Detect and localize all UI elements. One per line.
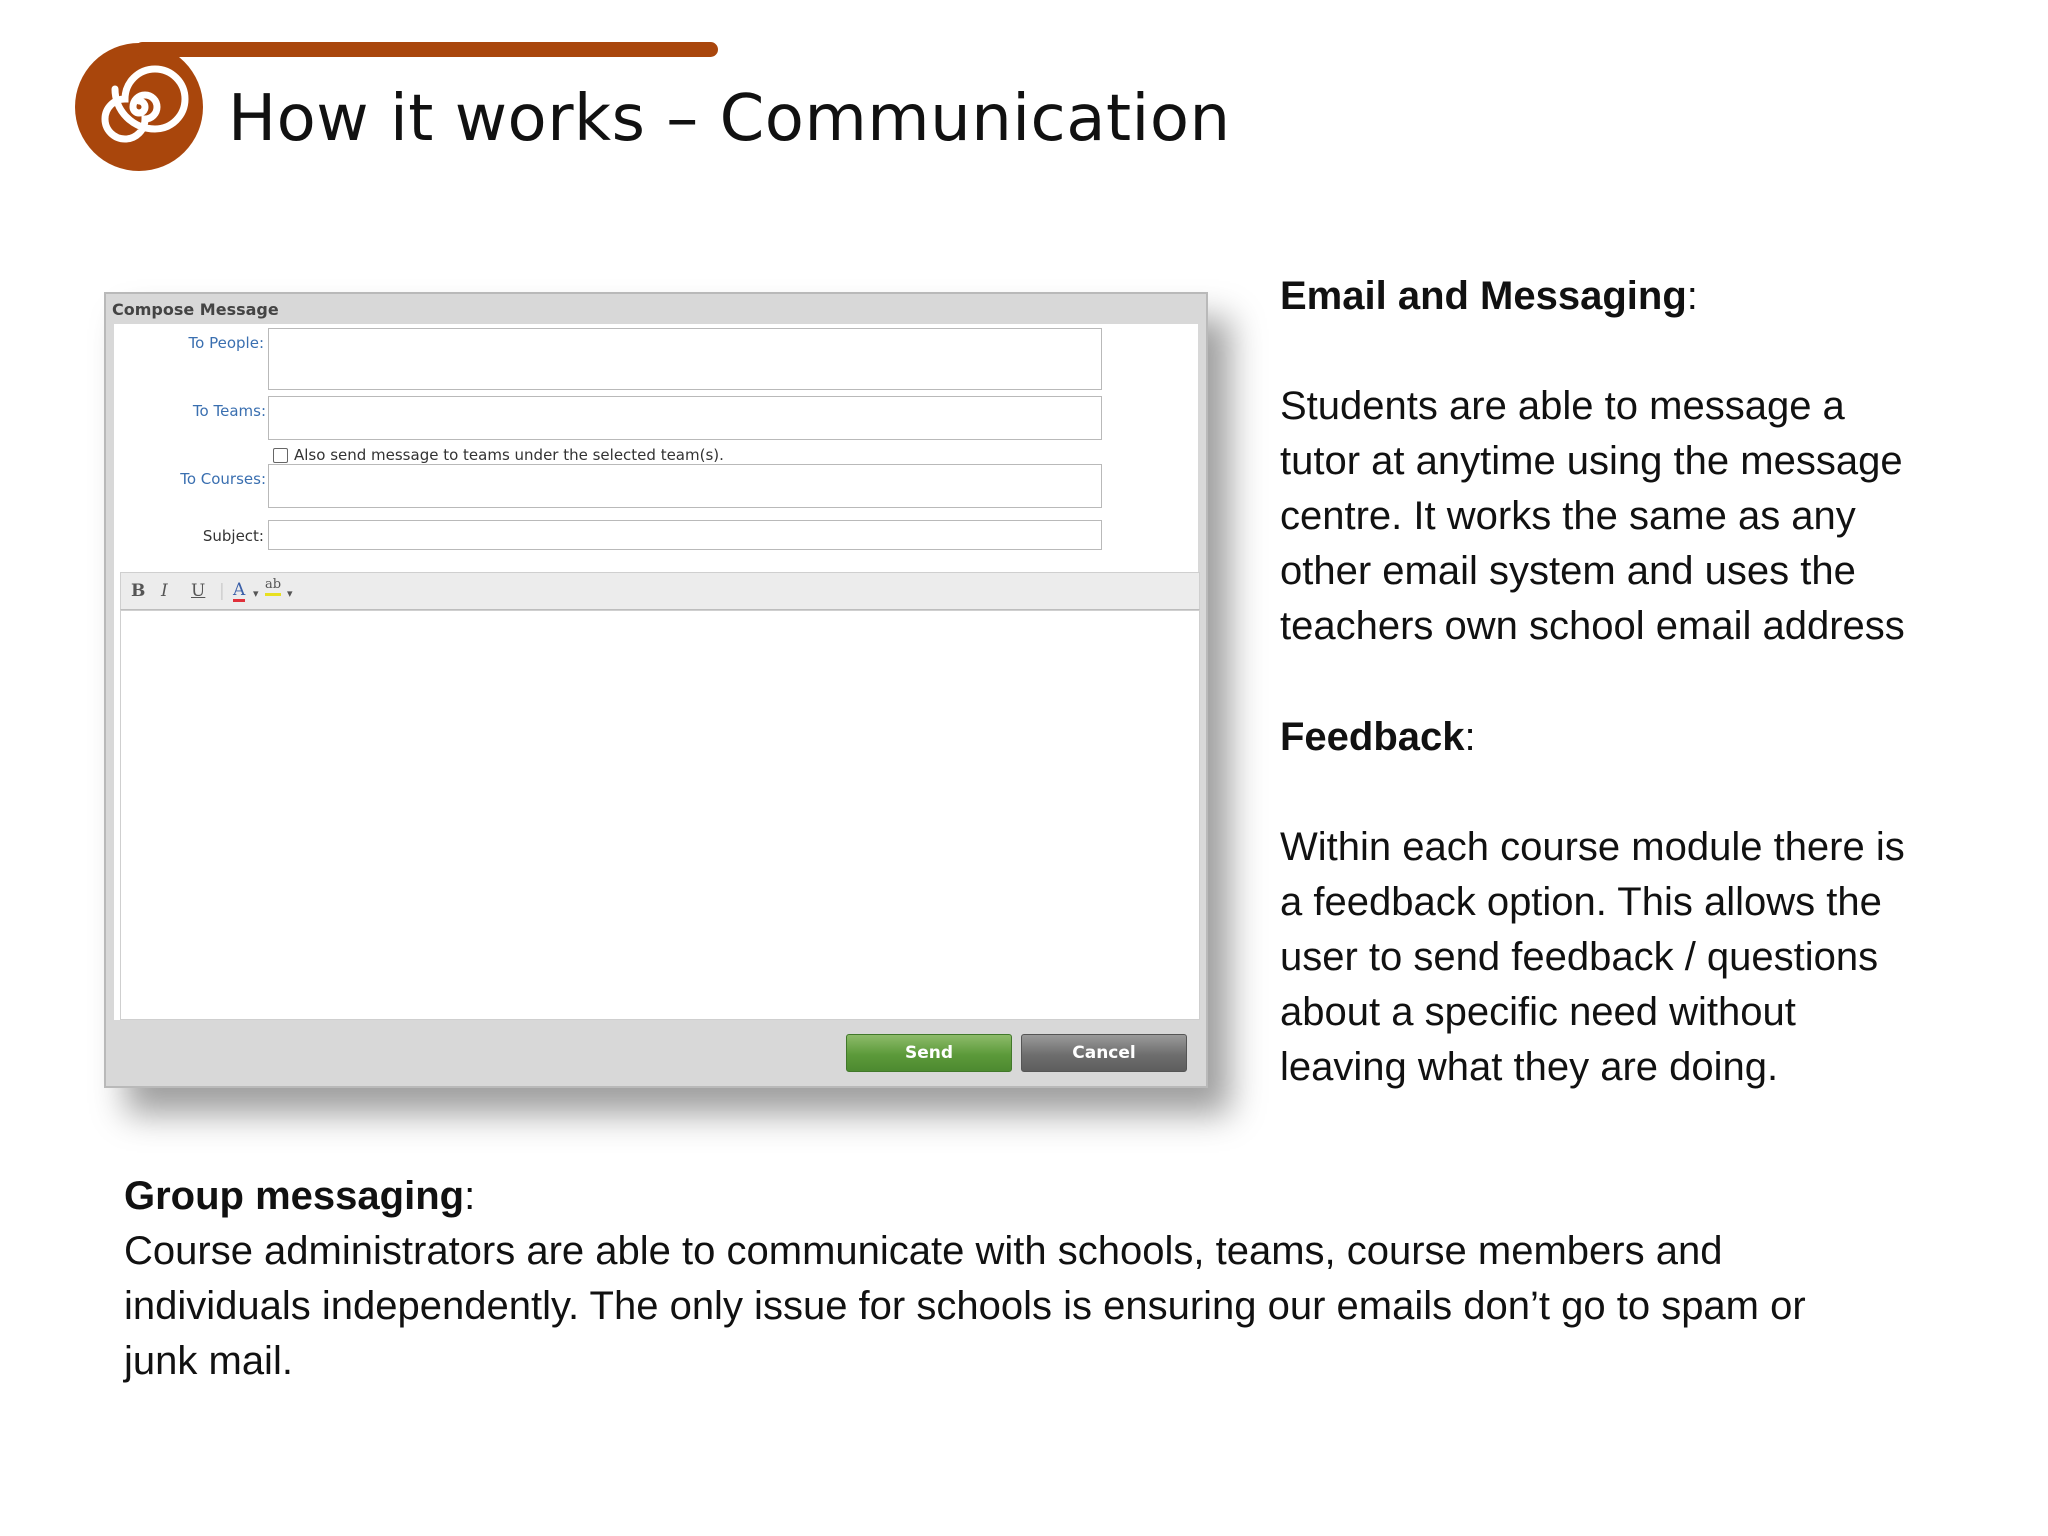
- group-heading: Group messaging:: [124, 1174, 476, 1218]
- compose-message-dialog: [104, 292, 1208, 1088]
- also-send-label: Also send message to teams under the selected team(s).: [294, 446, 724, 464]
- feedback-paragraph: Within each course module there is a feedback option. This allows the user to send feedback / questions about a specific need without leaving what they are doing.: [1280, 825, 1905, 1089]
- italic-button[interactable]: I: [161, 581, 168, 601]
- right-text-column: [1280, 268, 1980, 1095]
- to-people-label: To People:: [188, 334, 264, 352]
- underline-button[interactable]: U: [191, 581, 206, 601]
- group-paragraph: Course administrators are able to communicate with schools, teams, course members and individuals independently. The only issue for schools is ensuring our emails don’t go to spam or junk mail.: [124, 1229, 1806, 1383]
- editor-toolbar: [120, 572, 1200, 610]
- subject-label: Subject:: [202, 527, 264, 545]
- also-send-checkbox[interactable]: [273, 448, 288, 463]
- highlight-dropdown-icon[interactable]: ▾: [287, 587, 293, 600]
- message-body-editor[interactable]: [120, 610, 1200, 1020]
- font-color-dropdown-icon[interactable]: ▾: [253, 587, 259, 600]
- email-heading: Email and Messaging:: [1280, 274, 1698, 318]
- to-courses-label: To Courses:: [180, 470, 266, 488]
- highlight-button[interactable]: ab: [265, 577, 281, 596]
- spiral-logo-icon: [72, 40, 206, 174]
- toolbar-divider: |: [219, 581, 225, 601]
- title-accent-bar: [135, 42, 718, 57]
- page-title: How it works – Communication: [228, 82, 1231, 156]
- cancel-button[interactable]: Cancel: [1021, 1034, 1187, 1072]
- to-courses-input[interactable]: [268, 464, 1102, 508]
- dialog-title: Compose Message: [112, 300, 279, 319]
- compose-form: [114, 324, 1198, 1080]
- font-color-button[interactable]: A: [233, 580, 246, 600]
- feedback-heading: Feedback:: [1280, 715, 1476, 759]
- to-teams-label: To Teams:: [192, 402, 266, 420]
- to-people-input[interactable]: [268, 328, 1102, 390]
- bold-button[interactable]: B: [131, 581, 146, 601]
- group-messaging-section: [124, 1168, 1984, 1389]
- subject-input[interactable]: [268, 520, 1102, 550]
- email-paragraph: Students are able to message a tutor at anytime using the message centre. It works the same as any other email system and uses the teachers own school email address: [1280, 384, 1905, 648]
- to-teams-input[interactable]: [268, 396, 1102, 440]
- send-button[interactable]: Send: [846, 1034, 1012, 1072]
